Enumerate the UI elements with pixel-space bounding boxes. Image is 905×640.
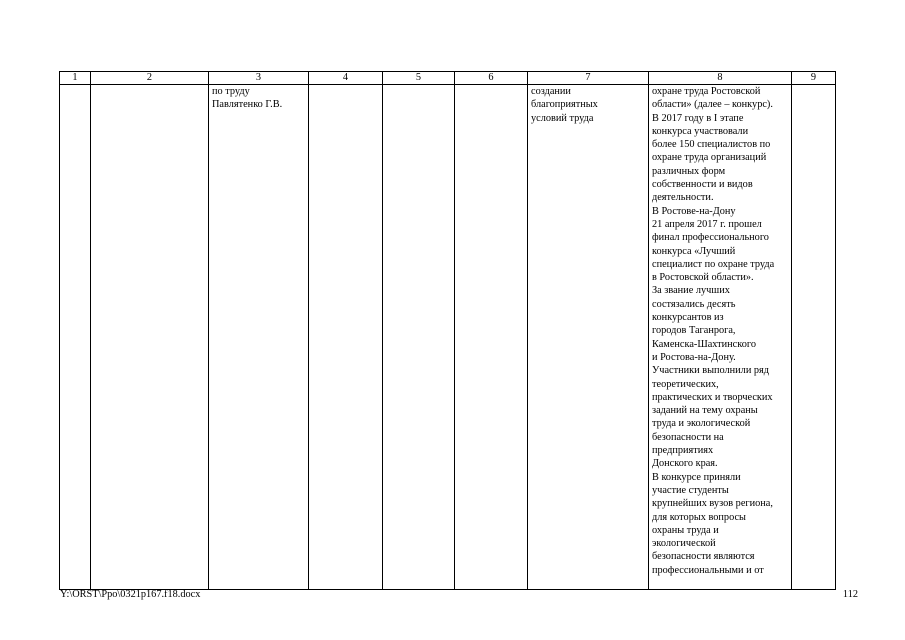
cell-text-line: специалист по охране труда [652,258,775,270]
cell-text-line: безопасности на [652,431,724,443]
cell-text-line: более 150 специалистов по [652,139,771,151]
cell-col-9 [792,85,836,590]
cell-text-line: состязались десять [652,298,736,310]
cell-text-line: благоприятных [531,99,598,111]
cell-text-line: создании [531,86,571,97]
cell-text-line: заданий на тему охраны [652,405,758,417]
cell-col-7 [528,85,649,590]
header-row [60,72,836,85]
cell-text-line: для которых вопросы [652,511,746,523]
cell-text-line: За звание лучших [652,285,730,297]
column-header-1: 1 [60,72,91,85]
cell-col-6 [455,85,528,590]
cell-col-3 [209,85,309,590]
cell-text-line: крупнейших вузов региона, [652,498,773,510]
cell-text-line: профессиональными и от [652,564,764,576]
cell-text-line: В Ростове-на-Дону [652,205,736,217]
column-header-3: 3 [209,72,309,85]
cell-text-line: охране труда Ростовской [652,86,761,97]
cell-text-line: охране труда организаций [652,152,767,164]
cell-text-line: области» (далее – конкурс). [652,99,773,111]
table-row [60,85,836,590]
cell-text-line: Участники выполнили ряд [652,365,770,377]
column-header-7: 7 [528,72,649,85]
cell-text-line: конкурса «Лучший [652,245,736,257]
cell-col-5 [383,85,455,590]
column-header-5: 5 [383,72,455,85]
cell-text-line: Павлятенко Г.В. [212,99,283,111]
cell-text-line: теоретических, [652,378,719,390]
column-header-2: 2 [91,72,209,85]
cell-text-line: Донского края. [652,458,718,470]
cell-text-line: городов Таганрога, [652,325,736,337]
cell-text-line: 21 апреля 2017 г. прошел [652,218,762,230]
cell-text-line: В 2017 году в I этапе [652,112,744,124]
cell-text-line: условий труда [531,112,594,124]
cell-text-line: и Ростова-на-Дону. [652,351,736,363]
cell-text-line: в Ростовской области». [652,272,754,284]
cell-text-line: Каменска-Шахтинского [652,338,756,350]
footer-file-path: Y:\ORST\Ppo\0321p167.f18.docx [60,589,201,600]
cell-text-line: предприятиях [652,445,714,457]
cell-text-line: финал профессионального [652,232,769,244]
cell-text-line: собственности и видов [652,179,753,191]
cell-text-line: по труду [212,86,250,97]
cell-text-line: конкурса участвовали [652,125,749,137]
cell-text-line: В конкурсе приняли [652,471,741,483]
cell-text-line: различных форм [652,165,726,177]
cell-col-4 [309,85,383,590]
cell-text-line: безопасности являются [652,551,755,563]
footer-page-number: 112 [842,589,858,600]
document-table [59,71,836,590]
column-header-9: 9 [792,72,836,85]
cell-col-8 [649,85,792,590]
column-header-8: 8 [649,72,792,85]
cell-text-line: деятельности. [652,192,714,204]
cell-text-line: охраны труда и [652,524,719,536]
cell-text-line: практических и творческих [652,391,773,403]
cell-text-line: труда и экологической [652,418,751,430]
column-header-6: 6 [455,72,528,85]
cell-text-line: экологической [652,538,716,550]
cell-text-line: участие студенты [652,484,729,496]
column-header-4: 4 [309,72,383,85]
cell-text-line: конкурсантов из [652,312,724,324]
cell-col-1 [60,85,91,590]
cell-col-2 [91,85,209,590]
